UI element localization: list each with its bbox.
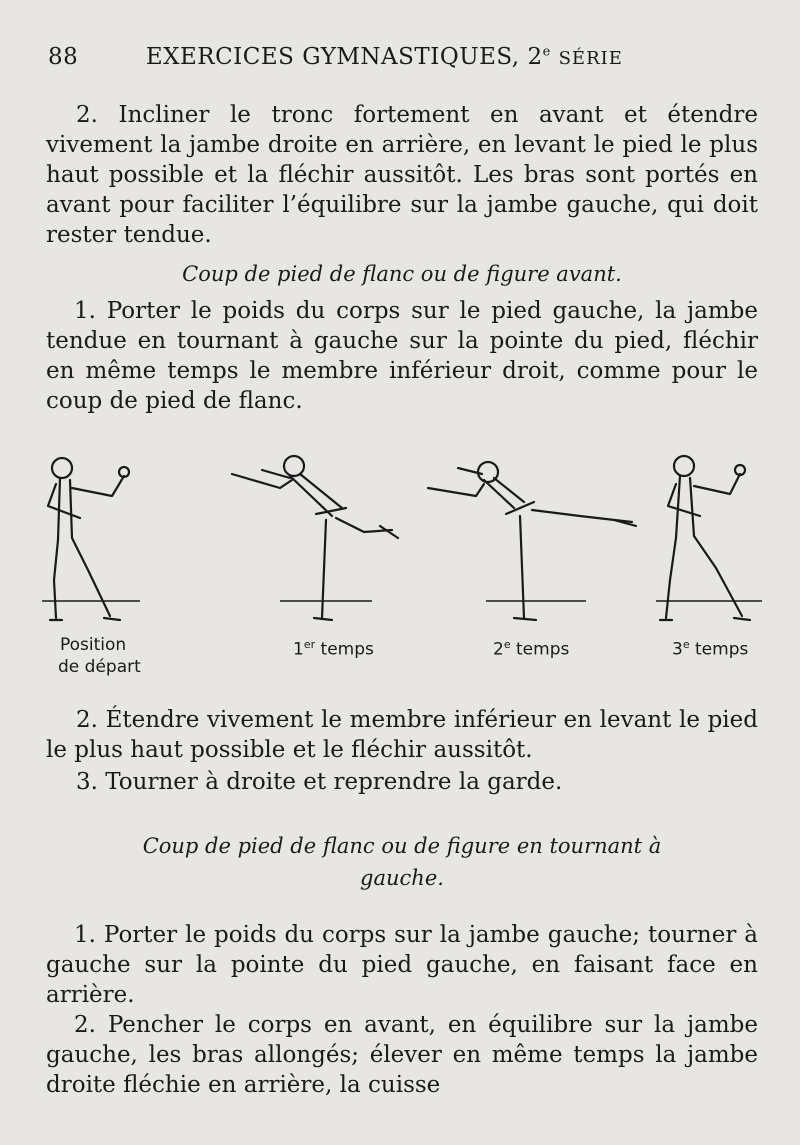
paragraph-s2-step-2: 2. Pencher le corps en avant, en équilibre sur la jambe gauche, les bras allongés; élever en même temps la jambe droite fléchie en arrière, la cuisse xyxy=(46,1012,758,1098)
figure-start-position xyxy=(48,458,129,620)
caption-t2-num: 2 xyxy=(493,639,504,660)
caption-third-step xyxy=(672,634,748,661)
caption-t1-word: temps xyxy=(320,639,374,660)
caption-start-line2: de départ xyxy=(58,657,141,677)
caption-t2-word: temps xyxy=(516,639,570,660)
running-title: EXERCICES GYMNASTIQUES, xyxy=(145,44,520,70)
series-word: SÉRIE xyxy=(558,48,623,69)
page-number: 88 xyxy=(48,44,79,70)
caption-first-step xyxy=(293,634,374,661)
section-heading-1: Coup de pied de flanc ou de figure avant. xyxy=(182,262,622,286)
series-superscript: e xyxy=(542,44,551,60)
exercise-illustrations xyxy=(0,440,800,690)
paragraph-intro-step-2: 2. Incliner le tronc fortement en avant et étendre vivement la jambe droite en arrière, en levant le pied le plus haut possible et la fléchir aussitôt. Les bras sont portés en avant pour faciliter l’équilibre sur la jambe gauche, qui doit rester tendue. xyxy=(46,102,758,248)
caption-t1-num: 1 xyxy=(293,639,304,660)
caption-t3-sup: e xyxy=(682,638,690,651)
caption-t1-sup: er xyxy=(303,638,316,651)
series-number: 2 xyxy=(527,44,543,70)
section-heading-2: Coup de pied de flanc ou de figure en tournant à gauche. xyxy=(142,834,662,890)
paragraph-s2-step-1: 1. Porter le poids du corps sur la jambe gauche; tourner à gauche sur la pointe du pied gauche, en faisant face en arrière. xyxy=(46,922,758,1008)
page-header xyxy=(48,44,748,70)
paragraph-s1-step-3: 3. Tourner à droite et reprendre la garde. xyxy=(76,769,563,795)
figure-second-step xyxy=(428,462,636,620)
caption-t2-sup: e xyxy=(503,638,511,651)
caption-t3-word: temps xyxy=(695,639,749,660)
paragraph-s1-step-1: 1. Porter le poids du corps sur le pied gauche, la jambe tendue en tournant à gauche sur la pointe du pied, fléchir en même temps le membre inférieur droit, comme pour le coup de pied de flanc. xyxy=(46,298,758,414)
figure-first-step xyxy=(232,456,398,620)
caption-t3-num: 3 xyxy=(672,639,683,660)
figure-third-step xyxy=(660,456,750,620)
caption-start-line1: Position xyxy=(60,635,127,655)
paragraph-s1-step-2: 2. Étendre vivement le membre inférieur en levant le pied le plus haut possible et le fléchir aussitôt. xyxy=(46,707,758,763)
caption-second-step xyxy=(493,634,569,661)
caption-start-position xyxy=(58,634,141,678)
